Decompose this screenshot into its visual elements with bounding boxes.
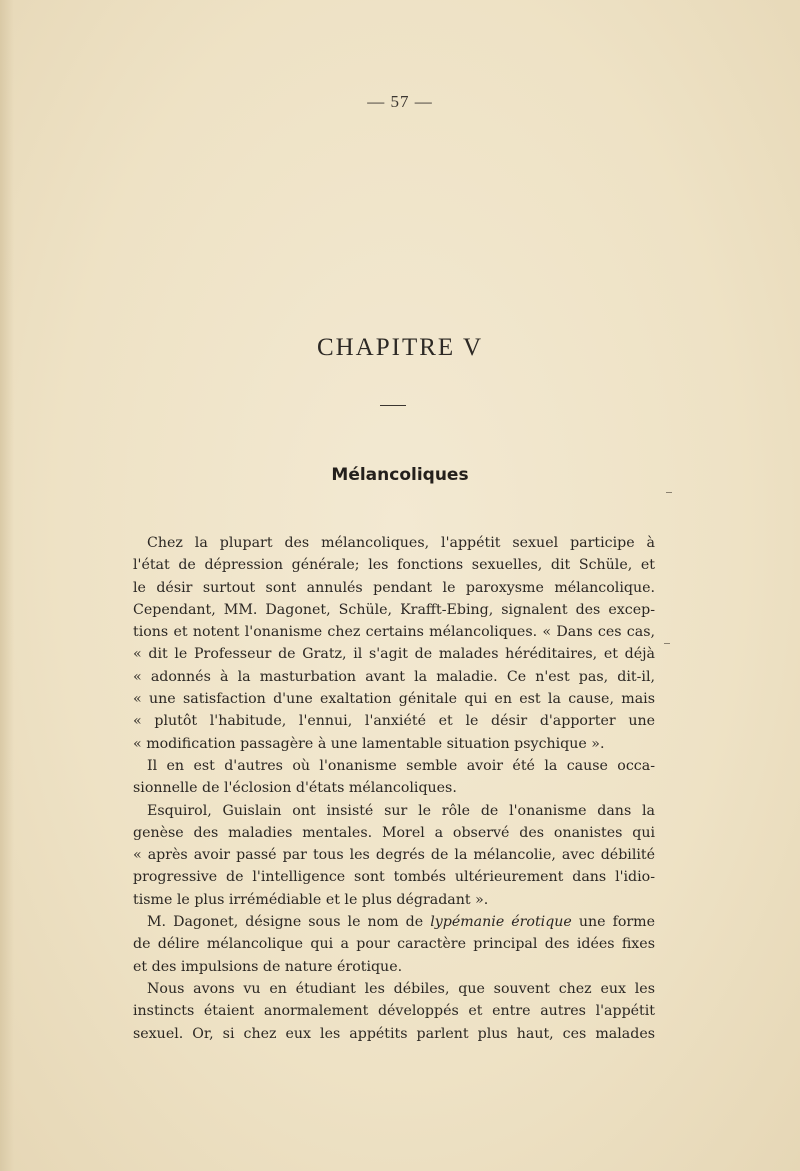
text-line: « plutôt l'habitude, l'ennui, l'anxiété et le désir d'apporter une: [133, 713, 655, 730]
text-line: « modification passagère à une lamentable situation psychique ».: [133, 735, 605, 752]
text-line: et des impulsions de nature érotique.: [133, 958, 403, 975]
body-text: [133, 532, 655, 1045]
text-line: genèse des maladies mentales. Morel a observé des onanistes qui: [133, 824, 655, 841]
text-line: Esquirol, Guislain ont insisté sur le rôle de l'onanisme dans la: [147, 802, 655, 819]
text-line: sionnelle de l'éclosion d'états mélancoliques.: [133, 780, 457, 797]
text-line: [133, 911, 655, 933]
text-segment: M. Dagonet, désigne sous le nom de: [147, 914, 424, 931]
text-line: « après avoir passé par tous les degrés de la mélancolie, avec débilité: [133, 847, 655, 864]
margin-speck: [666, 492, 672, 493]
text-line: sexuel. Or, si chez eux les appétits parlent plus haut, ces malades: [133, 1025, 655, 1042]
text-line: « dit le Professeur de Gratz, il s'agit de malades héréditaires, et déjà: [133, 646, 655, 663]
heading-rule: [380, 405, 406, 406]
section-title: Mélancoliques: [331, 465, 469, 485]
text-line: de délire mélancolique qui a pour caractère principal des idées fixes: [133, 936, 655, 953]
text-line: instincts étaient anormalement développés et entre autres l'appétit: [133, 1003, 655, 1020]
text-line: l'état de dépression générale; les fonctions sexuelles, dit Schüle, et: [133, 557, 655, 574]
text-line: Nous avons vu en étudiant les débiles, que souvent chez eux les: [147, 980, 655, 997]
text-line: « une satisfaction d'une exaltation génitale qui en est la cause, mais: [133, 691, 655, 708]
page-number: — 57 —: [367, 92, 433, 111]
chapter-heading: CHAPITRE V: [316, 334, 484, 361]
text-segment: une forme: [578, 914, 656, 931]
text-line: progressive de l'intelligence sont tombés ultérieurement dans l'idio-: [133, 869, 655, 886]
margin-speck: [664, 643, 670, 644]
text-line: « adonnés à la masturbation avant la maladie. Ce n'est pas, dit-il,: [133, 668, 655, 685]
text-line: le désir surtout sont annulés pendant le paroxysme mélancolique.: [133, 579, 655, 596]
text-line: tions et notent l'onanisme chez certains mélancoliques. « Dans ces cas,: [133, 624, 655, 641]
italic-term: lypémanie érotique: [430, 914, 572, 931]
page-edge-shadow: [0, 0, 14, 1171]
text-line: Chez la plupart des mélancoliques, l'appétit sexuel participe à: [147, 535, 655, 551]
text-line: Cependant, MM. Dagonet, Schüle, Krafft-Ebing, signalent des excep-: [133, 601, 655, 618]
text-line: tisme le plus irrémédiable et le plus dégradant ».: [133, 891, 489, 908]
text-line: Il en est d'autres où l'onanisme semble avoir été la cause occa-: [147, 757, 655, 774]
